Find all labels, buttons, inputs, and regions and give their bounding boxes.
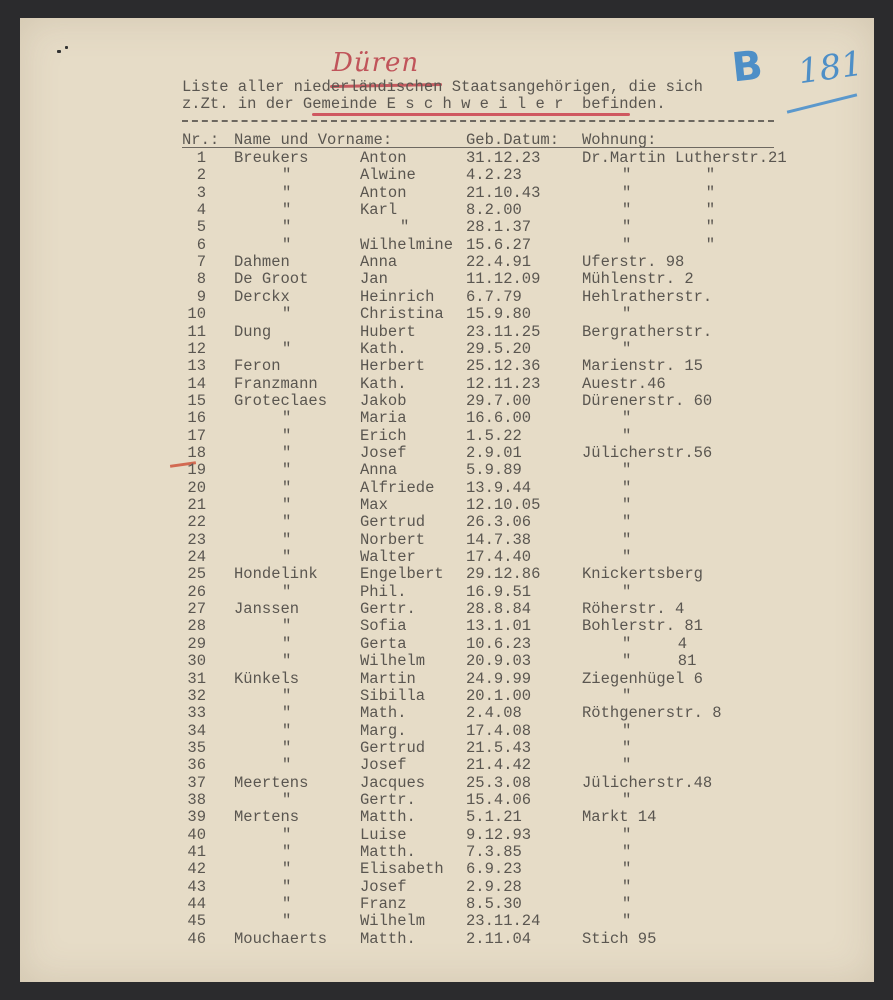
row-nr: 26 <box>187 582 206 601</box>
row-vorname: Phil. <box>360 582 407 601</box>
row-wohnung: Dr.Martin Lutherstr.21 <box>582 149 787 167</box>
table-row <box>20 444 874 461</box>
row-nr: 17 <box>187 426 206 445</box>
row-geburtsdatum: 29.12.86 <box>466 565 541 584</box>
row-nr: 37 <box>187 773 206 792</box>
row-nr: 44 <box>187 895 206 914</box>
row-wohnung: " 81 <box>622 652 697 671</box>
table-row <box>20 930 874 947</box>
row-vorname: Gerta <box>360 634 407 653</box>
row-wohnung: " <box>622 530 632 549</box>
row-vorname: Franz <box>360 895 407 914</box>
row-nr: 10 <box>187 305 206 324</box>
row-name: " <box>282 617 292 636</box>
row-geburtsdatum: 1.5.22 <box>466 426 522 445</box>
header-gemeinde: Gemeinde <box>302 95 378 113</box>
row-name: " <box>282 634 292 653</box>
row-name: Dung <box>234 322 272 341</box>
row-geburtsdatum: 16.9.51 <box>466 582 532 601</box>
row-vorname: Luise <box>360 825 407 844</box>
handwritten-place-name: Düren <box>332 48 420 78</box>
row-wohnung: " <box>622 582 632 601</box>
row-nr: 15 <box>187 391 206 410</box>
row-name: " <box>282 738 292 757</box>
table-row <box>20 895 874 912</box>
row-nr: 33 <box>187 704 206 723</box>
row-vorname: Gertr. <box>360 790 416 809</box>
row-geburtsdatum: 15.4.06 <box>466 790 532 809</box>
col-head-datum: Geb.Datum: <box>466 131 560 149</box>
table-row <box>20 253 874 270</box>
row-name: " <box>282 825 292 844</box>
row-nr: 34 <box>187 721 206 740</box>
row-vorname: Alfriede <box>360 478 435 497</box>
row-name: De Groot <box>234 270 309 289</box>
row-wohnung: " <box>622 496 632 514</box>
row-geburtsdatum: 17.4.08 <box>466 721 532 740</box>
row-geburtsdatum: 14.7.38 <box>466 530 532 549</box>
row-geburtsdatum: 4.2.23 <box>466 166 522 185</box>
row-geburtsdatum: 21.10.43 <box>466 183 541 202</box>
row-nr: 8 <box>196 270 206 289</box>
row-wohnung: Mühlenstr. 2 <box>582 270 694 289</box>
row-name: " <box>282 183 292 202</box>
row-name: " <box>282 443 292 462</box>
table-row <box>20 600 874 617</box>
table-row <box>20 843 874 860</box>
row-wohnung: Markt 14 <box>582 808 657 827</box>
header-suffix: befinden. <box>582 95 666 113</box>
row-wohnung: " <box>622 461 632 480</box>
row-geburtsdatum: 11.12.09 <box>466 270 541 289</box>
row-vorname: Kath. <box>360 339 407 358</box>
row-nr: 31 <box>187 669 206 688</box>
row-nr: 4 <box>196 201 206 220</box>
table-row <box>20 652 874 669</box>
row-geburtsdatum: 8.2.00 <box>466 201 522 220</box>
row-vorname: Matth. <box>360 929 416 948</box>
row-wohnung: Jülicherstr.48 <box>582 773 713 792</box>
row-wohnung: " <box>622 548 632 567</box>
red-pencil-underline <box>312 113 630 116</box>
row-vorname: Wilhelmine <box>360 235 454 254</box>
col-head-name: Name und Vorname: <box>234 131 393 149</box>
row-name: " <box>282 652 292 671</box>
row-wohnung: " <box>622 860 632 879</box>
row-name: " <box>282 704 292 723</box>
row-wohnung: Bergratherstr. <box>582 322 713 341</box>
table-row <box>20 791 874 808</box>
table-row <box>20 357 874 374</box>
header-line-2 <box>182 95 666 113</box>
row-nr: 5 <box>196 218 206 237</box>
row-wohnung: Marienstr. 15 <box>582 357 703 376</box>
table-row <box>20 166 874 183</box>
row-nr: 11 <box>187 322 206 341</box>
row-vorname: Matth. <box>360 843 416 861</box>
row-vorname: Max <box>360 496 388 514</box>
table-row <box>20 635 874 652</box>
row-geburtsdatum: 22.4.91 <box>466 253 532 272</box>
row-geburtsdatum: 28.1.37 <box>466 218 532 237</box>
row-name: " <box>282 912 292 931</box>
row-nr: 19 <box>187 461 206 480</box>
row-name: " <box>282 201 292 220</box>
table-row <box>20 340 874 357</box>
row-vorname: Jan <box>360 270 388 289</box>
row-vorname: Jacques <box>360 773 426 792</box>
row-geburtsdatum: 5.9.89 <box>466 461 522 480</box>
row-name: Groteclaes <box>234 391 328 410</box>
row-name: " <box>282 461 292 480</box>
row-vorname: Anton <box>360 183 407 202</box>
document-page <box>20 18 874 982</box>
row-nr: 16 <box>187 409 206 428</box>
row-name: " <box>282 409 292 428</box>
row-name: Franzmann <box>234 374 318 393</box>
row-name: " <box>282 339 292 358</box>
row-vorname: Norbert <box>360 530 426 549</box>
row-wohnung: Stich 95 <box>582 929 657 948</box>
row-geburtsdatum: 8.5.30 <box>466 895 522 914</box>
row-geburtsdatum: 13.1.01 <box>466 617 532 636</box>
row-nr: 20 <box>187 478 206 497</box>
table-row <box>20 323 874 340</box>
row-nr: 39 <box>187 808 206 827</box>
row-geburtsdatum: 6.7.79 <box>466 287 522 306</box>
row-nr: 43 <box>187 877 206 896</box>
row-vorname: Anna <box>360 253 398 272</box>
row-vorname: Kath. <box>360 374 407 393</box>
table-row <box>20 270 874 287</box>
paper-speck <box>57 50 61 53</box>
row-wohnung: Dürenerstr. 60 <box>582 391 713 410</box>
row-vorname: Anna <box>360 461 398 480</box>
table-row <box>20 392 874 409</box>
table-row <box>20 687 874 704</box>
row-wohnung: " <box>622 305 632 324</box>
table-row <box>20 218 874 235</box>
row-nr: 40 <box>187 825 206 844</box>
row-vorname: Jakob <box>360 391 407 410</box>
row-vorname: Gertrud <box>360 738 426 757</box>
row-wohnung: Ziegenhügel 6 <box>582 669 703 688</box>
row-vorname: Wilhelm <box>360 912 426 931</box>
row-name: " <box>282 305 292 324</box>
header-rule <box>182 147 774 148</box>
row-nr: 42 <box>187 860 206 879</box>
row-geburtsdatum: 15.9.80 <box>466 305 532 324</box>
header-line-1: Liste aller niederländischen Staatsangehörigen, die sich <box>182 78 703 96</box>
row-geburtsdatum: 20.1.00 <box>466 686 532 705</box>
row-geburtsdatum: 6.9.23 <box>466 860 522 879</box>
row-name: " <box>282 790 292 809</box>
row-wohnung: " <box>622 790 632 809</box>
table-row <box>20 427 874 444</box>
row-name: " <box>282 530 292 549</box>
table-row <box>20 236 874 253</box>
row-name: " <box>282 877 292 896</box>
row-vorname: Alwine <box>360 166 416 185</box>
row-name: Derckx <box>234 287 290 306</box>
row-wohnung: " " <box>622 183 716 202</box>
row-nr: 25 <box>187 565 206 584</box>
row-geburtsdatum: 9.12.93 <box>466 825 532 844</box>
dashed-rule <box>182 120 774 122</box>
table-row <box>20 565 874 582</box>
row-wohnung: " <box>622 825 632 844</box>
row-nr: 32 <box>187 686 206 705</box>
row-wohnung: " <box>622 513 632 532</box>
table-row <box>20 201 874 218</box>
row-geburtsdatum: 12.11.23 <box>466 374 541 393</box>
row-wohnung: Knickertsberg <box>582 565 703 584</box>
row-name: Breukers <box>234 149 309 167</box>
col-head-nr: Nr.: <box>182 131 220 149</box>
row-geburtsdatum: 12.10.05 <box>466 496 541 514</box>
table-row <box>20 513 874 530</box>
row-vorname: Engelbert <box>360 565 444 584</box>
row-name: " <box>282 426 292 445</box>
row-name: " <box>282 721 292 740</box>
table-row <box>20 461 874 478</box>
row-wohnung: Uferstr. 98 <box>582 253 685 272</box>
row-nr: 18 <box>187 443 206 462</box>
row-geburtsdatum: 23.11.24 <box>466 912 541 931</box>
row-nr: 29 <box>187 634 206 653</box>
row-geburtsdatum: 24.9.99 <box>466 669 532 688</box>
table-row <box>20 548 874 565</box>
row-wohnung: " " <box>622 218 716 237</box>
table-row <box>20 756 874 773</box>
table-row <box>20 184 874 201</box>
table-row <box>20 826 874 843</box>
row-geburtsdatum: 5.1.21 <box>466 808 522 827</box>
row-wohnung: Röthgenerstr. 8 <box>582 704 722 723</box>
row-vorname: Walter <box>360 548 416 567</box>
row-vorname: Karl <box>360 201 398 220</box>
row-wohnung: " " <box>622 235 716 254</box>
row-nr: 9 <box>196 287 206 306</box>
row-name: Feron <box>234 357 281 376</box>
row-geburtsdatum: 25.12.36 <box>466 357 541 376</box>
row-geburtsdatum: 2.9.28 <box>466 877 522 896</box>
row-name: " <box>282 513 292 532</box>
row-vorname: Math. <box>360 704 407 723</box>
paper-speck <box>65 46 68 49</box>
row-name: Mertens <box>234 808 300 827</box>
row-geburtsdatum: 21.4.42 <box>466 756 532 775</box>
row-geburtsdatum: 2.4.08 <box>466 704 522 723</box>
row-vorname: Elisabeth <box>360 860 444 879</box>
row-vorname: Herbert <box>360 357 426 376</box>
archive-stamp-number: 181 <box>795 43 866 93</box>
row-geburtsdatum: 17.4.40 <box>466 548 532 567</box>
row-vorname: Josef <box>360 756 407 775</box>
table-row <box>20 670 874 687</box>
row-wohnung: " <box>622 756 632 775</box>
row-vorname: " <box>400 218 410 237</box>
row-geburtsdatum: 31.12.23 <box>466 149 541 167</box>
row-nr: 7 <box>196 253 206 272</box>
table-row <box>20 496 874 513</box>
row-geburtsdatum: 10.6.23 <box>466 634 532 653</box>
row-vorname: Erich <box>360 426 407 445</box>
archive-stamp-letter: B <box>729 42 765 92</box>
row-vorname: Maria <box>360 409 407 428</box>
table-row <box>20 305 874 322</box>
table-row <box>20 479 874 496</box>
row-vorname: Martin <box>360 669 416 688</box>
row-wohnung: " <box>622 912 632 931</box>
row-vorname: Sofia <box>360 617 407 636</box>
row-vorname: Hubert <box>360 322 416 341</box>
row-wohnung: Röherstr. 4 <box>582 600 685 619</box>
row-nr: 35 <box>187 738 206 757</box>
row-name: Janssen <box>234 600 300 619</box>
row-name: Dahmen <box>234 253 290 272</box>
row-geburtsdatum: 29.7.00 <box>466 391 532 410</box>
row-nr: 27 <box>187 600 206 619</box>
row-nr: 38 <box>187 790 206 809</box>
row-geburtsdatum: 2.9.01 <box>466 443 522 462</box>
row-vorname: Sibilla <box>360 686 426 705</box>
row-name: " <box>282 218 292 237</box>
row-wohnung: " <box>622 877 632 896</box>
row-vorname: Anton <box>360 149 407 167</box>
row-nr: 28 <box>187 617 206 636</box>
row-nr: 30 <box>187 652 206 671</box>
row-name: Künkels <box>234 669 300 688</box>
row-name: " <box>282 756 292 775</box>
row-geburtsdatum: 20.9.03 <box>466 652 532 671</box>
row-name: " <box>282 496 292 514</box>
row-nr: 36 <box>187 756 206 775</box>
row-geburtsdatum: 21.5.43 <box>466 738 532 757</box>
archive-stamp-underline <box>787 93 858 113</box>
row-nr: 2 <box>196 166 206 185</box>
row-geburtsdatum: 16.6.00 <box>466 409 532 428</box>
row-wohnung: Bohlerstr. 81 <box>582 617 703 636</box>
row-nr: 22 <box>187 513 206 532</box>
row-nr: 45 <box>187 912 206 931</box>
row-geburtsdatum: 25.3.08 <box>466 773 532 792</box>
row-nr: 24 <box>187 548 206 567</box>
row-name: Meertens <box>234 773 309 792</box>
row-name: " <box>282 843 292 861</box>
row-name: " <box>282 860 292 879</box>
row-geburtsdatum: 29.5.20 <box>466 339 532 358</box>
row-wohnung: " <box>622 409 632 428</box>
row-vorname: Josef <box>360 877 407 896</box>
table-row <box>20 375 874 392</box>
row-vorname: Christina <box>360 305 444 324</box>
row-wohnung: " <box>622 478 632 497</box>
row-nr: 12 <box>187 339 206 358</box>
table-row <box>20 288 874 305</box>
header-place: E s c h w e i l e r <box>386 95 564 113</box>
row-wohnung: " <box>622 843 632 861</box>
table-row <box>20 722 874 739</box>
row-name: " <box>282 548 292 567</box>
row-wohnung: " <box>622 895 632 914</box>
row-nr: 14 <box>187 374 206 393</box>
row-name: " <box>282 166 292 185</box>
row-nr: 6 <box>196 235 206 254</box>
row-nr: 46 <box>187 929 206 948</box>
table-row <box>20 878 874 895</box>
row-geburtsdatum: 15.6.27 <box>466 235 532 254</box>
row-vorname: Gertr. <box>360 600 416 619</box>
row-name: Hondelink <box>234 565 318 584</box>
row-name: " <box>282 235 292 254</box>
row-wohnung: " <box>622 339 632 358</box>
row-name: " <box>282 478 292 497</box>
row-name: " <box>282 686 292 705</box>
row-vorname: Heinrich <box>360 287 435 306</box>
row-nr: 13 <box>187 357 206 376</box>
row-geburtsdatum: 2.11.04 <box>466 929 532 948</box>
table-row <box>20 409 874 426</box>
row-wohnung: Hehlratherstr. <box>582 287 713 306</box>
row-nr: 3 <box>196 183 206 202</box>
row-geburtsdatum: 28.8.84 <box>466 600 532 619</box>
row-wohnung: " <box>622 721 632 740</box>
table-row <box>20 149 874 166</box>
row-wohnung: " <box>622 738 632 757</box>
row-wohnung: Auestr.46 <box>582 374 666 393</box>
row-geburtsdatum: 26.3.06 <box>466 513 532 532</box>
row-wohnung: " 4 <box>622 634 688 653</box>
row-geburtsdatum: 7.3.85 <box>466 843 522 861</box>
row-wohnung: Jülicherstr.56 <box>582 443 713 462</box>
table-row <box>20 739 874 756</box>
row-nr: 21 <box>187 496 206 514</box>
table-row <box>20 912 874 929</box>
row-geburtsdatum: 23.11.25 <box>466 322 541 341</box>
row-wohnung: " <box>622 426 632 445</box>
row-nr: 23 <box>187 530 206 549</box>
row-wohnung: " " <box>622 201 716 220</box>
row-vorname: Wilhelm <box>360 652 426 671</box>
row-geburtsdatum: 13.9.44 <box>466 478 532 497</box>
row-vorname: Marg. <box>360 721 407 740</box>
row-vorname: Gertrud <box>360 513 426 532</box>
table-row <box>20 860 874 877</box>
col-head-wohnung: Wohnung: <box>582 131 657 149</box>
table-row <box>20 617 874 634</box>
row-vorname: Josef <box>360 443 407 462</box>
table-row <box>20 583 874 600</box>
row-wohnung: " " <box>622 166 716 185</box>
table-row <box>20 531 874 548</box>
row-name: " <box>282 582 292 601</box>
row-nr: 41 <box>187 843 206 861</box>
row-name: Mouchaerts <box>234 929 328 948</box>
table-row <box>20 704 874 721</box>
table-row <box>20 774 874 791</box>
row-wohnung: " <box>622 686 632 705</box>
table-row <box>20 808 874 825</box>
row-nr: 1 <box>196 149 206 167</box>
header-prefix: z.Zt. in der <box>182 95 303 113</box>
row-name: " <box>282 895 292 914</box>
row-vorname: Matth. <box>360 808 416 827</box>
